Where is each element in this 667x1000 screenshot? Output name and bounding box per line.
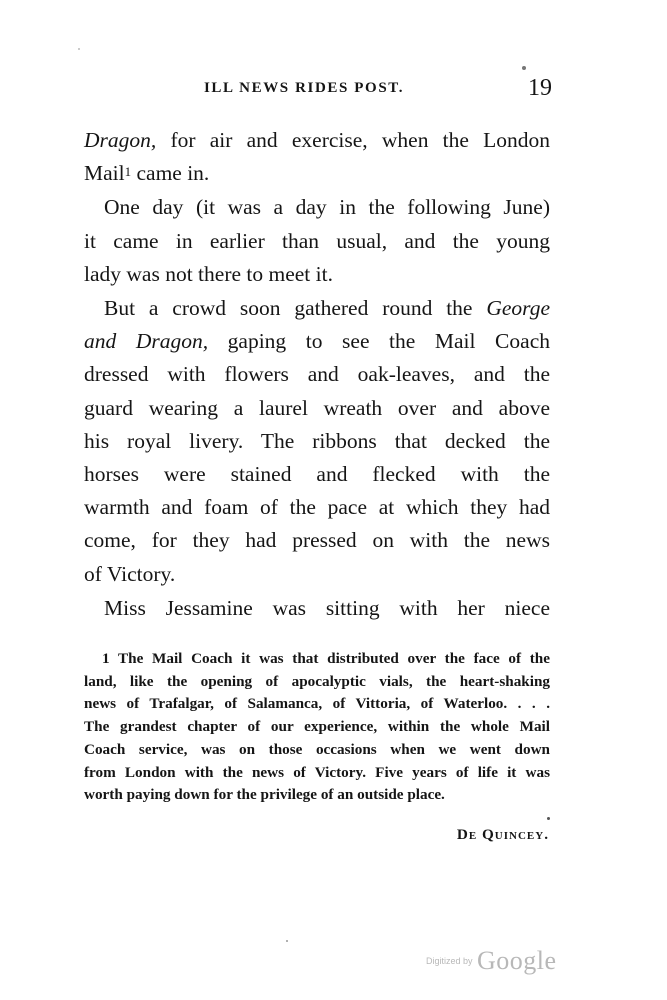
- footnote-line: Coach service, was on those occasions when we went down: [84, 740, 550, 758]
- text-line: and Dragon, gaping to see the Mail Coach: [84, 329, 550, 354]
- paragraph: [84, 592, 550, 625]
- text-line: horses were stained and flecked with the: [84, 462, 550, 487]
- ink-speck: [547, 817, 550, 820]
- text-line: his royal livery. The ribbons that decked the: [84, 428, 550, 453]
- italic-phrase: Dragon,: [84, 128, 157, 152]
- text-line: of Victory.: [84, 561, 176, 586]
- ink-speck: [286, 940, 288, 942]
- footnote-line: The grandest chapter of our experience, within the whole Mail: [84, 718, 550, 736]
- paragraph: [84, 124, 550, 190]
- text-line: guard wearing a laurel wreath over and above: [84, 395, 550, 420]
- running-title: ILL NEWS RIDES POST.: [204, 80, 405, 96]
- text-line: Dragon, for air and exercise, when the London: [84, 128, 550, 152]
- ink-speck: [522, 66, 526, 70]
- text-line: dressed with flowers and oak-leaves, and the: [84, 362, 550, 387]
- paragraph: [84, 292, 550, 591]
- text-line: warmth and foam of the pace at which they had: [84, 495, 550, 520]
- footnote-line: 1 The Mail Coach it was that distributed over the face of the: [102, 650, 550, 667]
- text-line: One day (it was a day in the following June): [104, 195, 550, 220]
- italic-phrase: and Dragon,: [84, 329, 209, 354]
- footnote-line: from London with the news of Victory. Five years of life it was: [84, 763, 550, 781]
- footnote: [84, 648, 550, 807]
- footnote-line: news of Trafalgar, of Salamanca, of Vittoria, of Waterloo. . . .: [84, 695, 550, 713]
- watermark-prefix: Digitized by: [426, 956, 473, 966]
- google-logo: Google: [476, 946, 557, 975]
- ink-speck: [78, 48, 80, 50]
- footnote-line: worth paying down for the privilege of an outside place.: [84, 786, 445, 804]
- main-text: [84, 124, 550, 625]
- italic-phrase: George: [486, 296, 550, 321]
- text-line: it came in earlier than usual, and the young: [84, 228, 550, 253]
- paragraph: [84, 191, 550, 291]
- text-line: lady was not there to meet it.: [84, 261, 333, 286]
- text-line: Mail$^1$ came in.: [84, 161, 210, 186]
- footnote-attribution: De Quincey.: [456, 826, 549, 843]
- text-line: come, for they had pressed on with the news: [84, 528, 550, 553]
- text-line: But a crowd soon gathered round the George: [104, 296, 550, 321]
- digitization-watermark: [426, 946, 557, 976]
- text-line: Miss Jessamine was sitting with her niece: [104, 595, 550, 620]
- page-header: [84, 75, 574, 110]
- footnote-line: land, like the opening of apocalyptic vials, the heart-shaking: [84, 672, 550, 690]
- footnote-marker: 1: [124, 164, 132, 180]
- page-number: 19: [528, 75, 552, 101]
